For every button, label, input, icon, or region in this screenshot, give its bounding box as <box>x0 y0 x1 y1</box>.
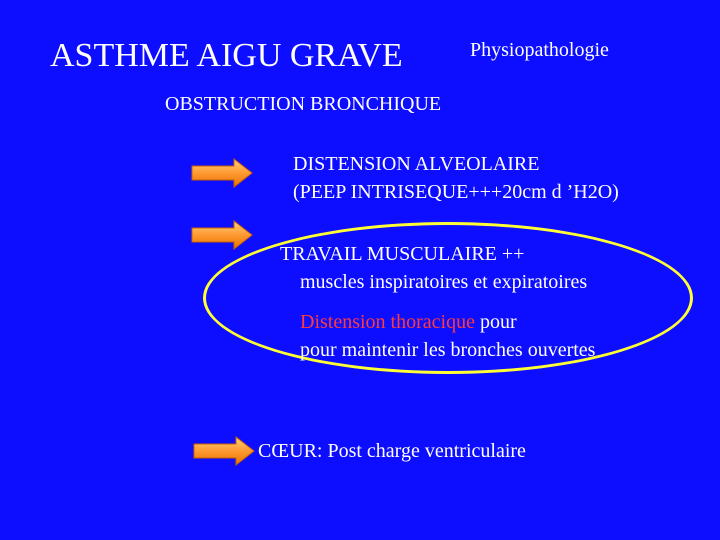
item-2-highlight: Distension thoracique <box>300 311 475 333</box>
section-heading: OBSTRUCTION BRONCHIQUE <box>165 93 442 115</box>
item-1-line-1: DISTENSION ALVEOLAIRE <box>293 153 540 175</box>
item-2-line-3-rest: pour <box>474 311 517 333</box>
item-2-line-2: muscles inspiratoires et expiratoires <box>300 271 588 293</box>
item-2-line-1: TRAVAIL MUSCULAIRE ++ <box>280 243 525 265</box>
item-2-line-4: pour maintenir les bronches ouvertes <box>300 339 596 361</box>
right-arrow-icon <box>190 158 254 188</box>
item-1-line-2: (PEEP INTRISEQUE+++20cm d ’H2O) <box>293 181 619 203</box>
slide-subtitle: Physiopathologie <box>470 39 609 61</box>
right-arrow-icon <box>190 220 254 250</box>
right-arrow-icon <box>192 436 256 466</box>
item-3-line-1: CŒUR: Post charge ventriculaire <box>258 440 526 462</box>
slide-title: ASTHME AIGU GRAVE <box>50 37 403 74</box>
item-2-line-3 <box>300 308 517 336</box>
